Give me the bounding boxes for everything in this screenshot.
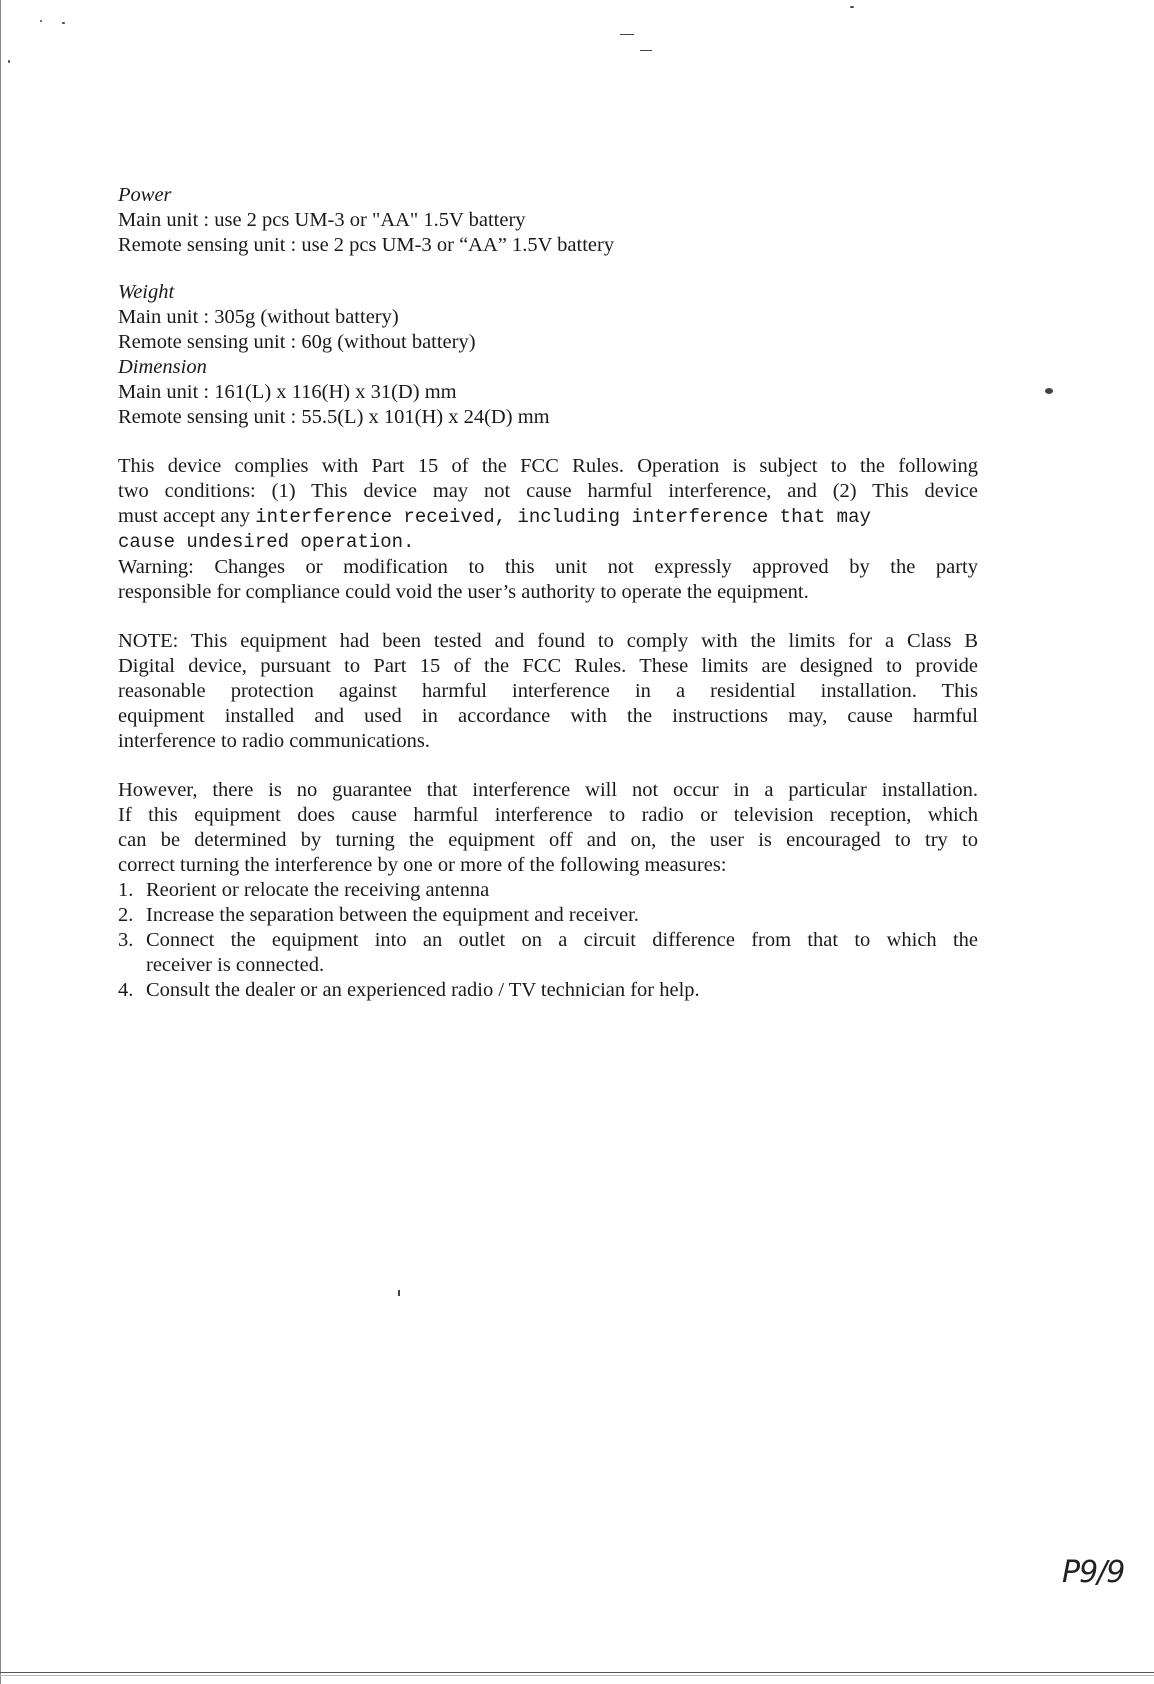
power-section bbox=[118, 183, 978, 258]
fcc-compliance-section bbox=[118, 454, 978, 605]
list-item-text: Increase the separation between the equipment and receiver. bbox=[146, 904, 639, 926]
spec-sheet-body bbox=[118, 183, 978, 1003]
fcc-line: two conditions: (1) This device may not cause harmful interference, and (2) This device bbox=[118, 480, 978, 502]
however-line: can be determined by turning the equipment off and on, the user is encouraged to try to bbox=[118, 829, 978, 851]
list-item-number: 3. bbox=[118, 929, 134, 951]
interference-section bbox=[118, 778, 978, 1003]
spacer bbox=[118, 430, 978, 454]
note-line: equipment installed and used in accordance with the instructions may, cause harmful bbox=[118, 705, 978, 727]
fcc-line: This device complies with Part 15 of the FCC Rules. Operation is subject to the following bbox=[118, 455, 978, 477]
spacer bbox=[118, 754, 978, 778]
power-heading: Power bbox=[118, 184, 172, 206]
scan-speck bbox=[40, 20, 42, 22]
note-line: reasonable protection against harmful interference in a residential installation. This bbox=[118, 680, 978, 702]
scan-speck bbox=[398, 1290, 400, 1296]
handwritten-page-number: P9/9 bbox=[1062, 1555, 1125, 1590]
list-item bbox=[118, 928, 978, 978]
scan-speck bbox=[1045, 388, 1053, 394]
weight-section bbox=[118, 280, 978, 355]
spacer bbox=[118, 605, 978, 629]
list-item-number: 1. bbox=[118, 879, 134, 901]
fcc-line-typed: cause undesired operation. bbox=[118, 531, 415, 553]
list-item-text-continued: receiver is connected. bbox=[146, 954, 325, 976]
dimension-main-unit: Main unit : 161(L) x 116(H) x 31(D) mm bbox=[118, 381, 457, 403]
note-section bbox=[118, 629, 978, 754]
fcc-line bbox=[118, 504, 978, 530]
scan-speck bbox=[62, 22, 65, 24]
list-item-number: 2. bbox=[118, 904, 134, 926]
list-item-text: Connect the equipment into an outlet on a circuit difference from that to which the bbox=[146, 929, 978, 951]
however-line: However, there is no guarantee that interference will not occur in a particular installation. bbox=[118, 779, 978, 801]
however-line: If this equipment does cause harmful interference to radio or television reception, which bbox=[118, 804, 978, 826]
fcc-line-start: must accept any bbox=[118, 505, 256, 527]
scan-speck bbox=[8, 60, 10, 63]
note-line: Digital device, pursuant to Part 15 of the FCC Rules. These limits are designed to provide bbox=[118, 655, 978, 677]
spacer bbox=[118, 258, 978, 280]
note-line: interference to radio communications. bbox=[118, 730, 430, 752]
list-item bbox=[118, 878, 978, 903]
warning-line: responsible for compliance could void the user’s authority to operate the equipment. bbox=[118, 581, 809, 603]
scan-bottom-edge-shadow bbox=[0, 1675, 1154, 1676]
list-item bbox=[118, 903, 978, 928]
warning-line: Warning: Changes or modification to this unit not expressly approved by the party bbox=[118, 556, 978, 578]
list-item-text: Consult the dealer or an experienced radio / TV technician for help. bbox=[146, 979, 700, 1001]
weight-main-unit: Main unit : 305g (without battery) bbox=[118, 306, 399, 328]
dimension-section bbox=[118, 355, 978, 430]
dimension-remote-unit: Remote sensing unit : 55.5(L) x 101(H) x 24(D) mm bbox=[118, 406, 550, 428]
scan-speck bbox=[640, 50, 652, 51]
list-item-number: 4. bbox=[118, 979, 134, 1001]
scan-speck bbox=[620, 34, 634, 35]
list-item bbox=[118, 978, 978, 1003]
fcc-line-typed: interference received, including interference that may bbox=[255, 506, 871, 528]
list-item-text: Reorient or relocate the receiving antenna bbox=[146, 879, 490, 901]
scan-left-edge bbox=[0, 0, 1, 1684]
power-main-unit: Main unit : use 2 pcs UM-3 or "AA" 1.5V battery bbox=[118, 209, 526, 231]
scan-bottom-edge bbox=[0, 1672, 1154, 1673]
measures-list bbox=[118, 878, 978, 1003]
power-remote-unit: Remote sensing unit : use 2 pcs UM-3 or “AA” 1.5V battery bbox=[118, 234, 615, 256]
scan-speck bbox=[850, 6, 854, 8]
dimension-heading: Dimension bbox=[118, 356, 207, 378]
weight-remote-unit: Remote sensing unit : 60g (without battery) bbox=[118, 331, 476, 353]
note-line: NOTE: This equipment had been tested and found to comply with the limits for a Class B bbox=[118, 630, 978, 652]
weight-heading: Weight bbox=[118, 281, 175, 303]
however-line: correct turning the interference by one or more of the following measures: bbox=[118, 854, 727, 876]
